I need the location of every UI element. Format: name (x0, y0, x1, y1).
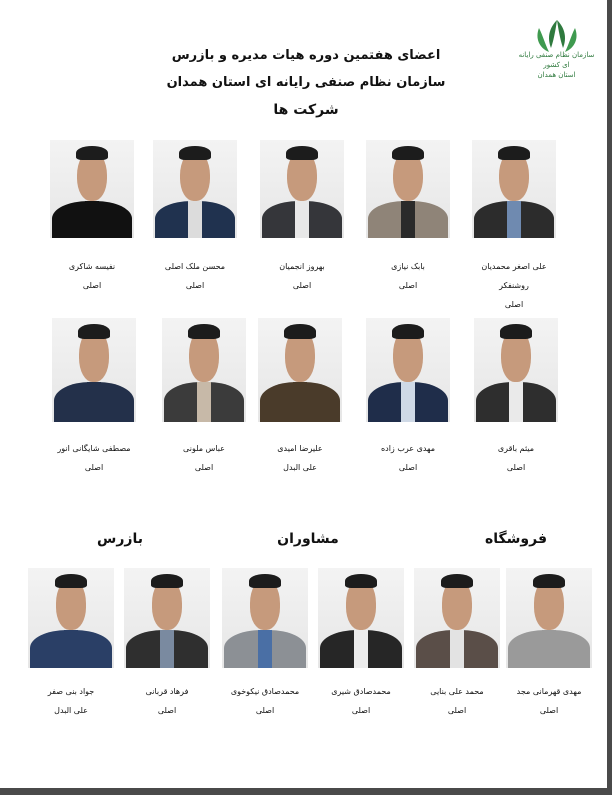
member-role: اصلی (194, 463, 214, 472)
member-role: اصلی (157, 706, 177, 715)
member-name: عباس ملونی (183, 444, 225, 453)
logo-org-name: سازمان نظام صنفی رایانه ای کشور (518, 51, 595, 69)
member-name: محمدصادق نیکوخوی (230, 687, 300, 696)
member-role: اصلی (82, 281, 102, 290)
member-role: اصلی (292, 281, 312, 290)
member-role: اصلی (504, 300, 524, 309)
logo-province: استان همدان (537, 71, 576, 79)
member-name: محمدصادق شیری (331, 687, 391, 696)
member-role: علی البدل (54, 706, 88, 715)
member-photo (258, 318, 342, 422)
member-photo (366, 318, 450, 422)
header-section-companies: شرکت ها (273, 102, 339, 118)
section-title-advisors: مشاوران (277, 531, 339, 547)
member-photo (124, 568, 210, 668)
section-title-inspector: بازرس (97, 531, 143, 547)
member-role: اصلی (398, 281, 418, 290)
member-name: بابک نیازی (391, 262, 425, 271)
member-photo (260, 140, 344, 238)
member-role: اصلی (185, 281, 205, 290)
member-photo (50, 140, 134, 238)
member-photo (472, 140, 556, 238)
member-photo (222, 568, 308, 668)
section-title-store: فروشگاه (484, 531, 547, 547)
header-title: اعضای هفتمین دوره هیات مدیره و بازرس (171, 48, 441, 63)
member-photo (52, 318, 136, 422)
member-name: فرهاد قربانی (145, 687, 189, 696)
member-photo (28, 568, 114, 668)
member-role: اصلی (506, 463, 526, 472)
member-name: جواد بنی صفر (47, 687, 95, 696)
member-role: اصلی (351, 706, 371, 715)
page-border-bottom (0, 788, 612, 795)
member-photo (366, 140, 450, 238)
member-photo (162, 318, 246, 422)
member-role: اصلی (84, 463, 104, 472)
member-name: مهدی عرب زاده (380, 444, 436, 453)
member-name: مهدی قهرمانی مجد (516, 687, 582, 696)
page-border-right (607, 0, 612, 795)
header-subtitle: سازمان نظام صنفی رایانه ای استان همدان (166, 75, 446, 90)
member-role: اصلی (539, 706, 559, 715)
member-role: اصلی (398, 463, 418, 472)
member-name: محسن ملک اصلی (164, 262, 226, 271)
member-name: مصطفی شایگانی انور (57, 444, 131, 453)
member-name-line2: روشنفکر (499, 281, 529, 290)
member-photo (474, 318, 558, 422)
member-role: علی البدل (283, 463, 317, 472)
member-name: علی اصغر محمدیان (481, 262, 547, 271)
member-photo (506, 568, 592, 668)
member-role: اصلی (255, 706, 275, 715)
member-photo (414, 568, 500, 668)
member-name: میثم باقری (497, 444, 535, 453)
member-name: بهروز انجمیان (279, 262, 325, 271)
member-name: نفیسه شاکری (68, 262, 116, 271)
member-role: اصلی (447, 706, 467, 715)
member-photo (153, 140, 237, 238)
member-name: محمد علی بنایی (430, 687, 484, 696)
member-name: علیرضا امیدی (277, 444, 323, 453)
member-photo (318, 568, 404, 668)
